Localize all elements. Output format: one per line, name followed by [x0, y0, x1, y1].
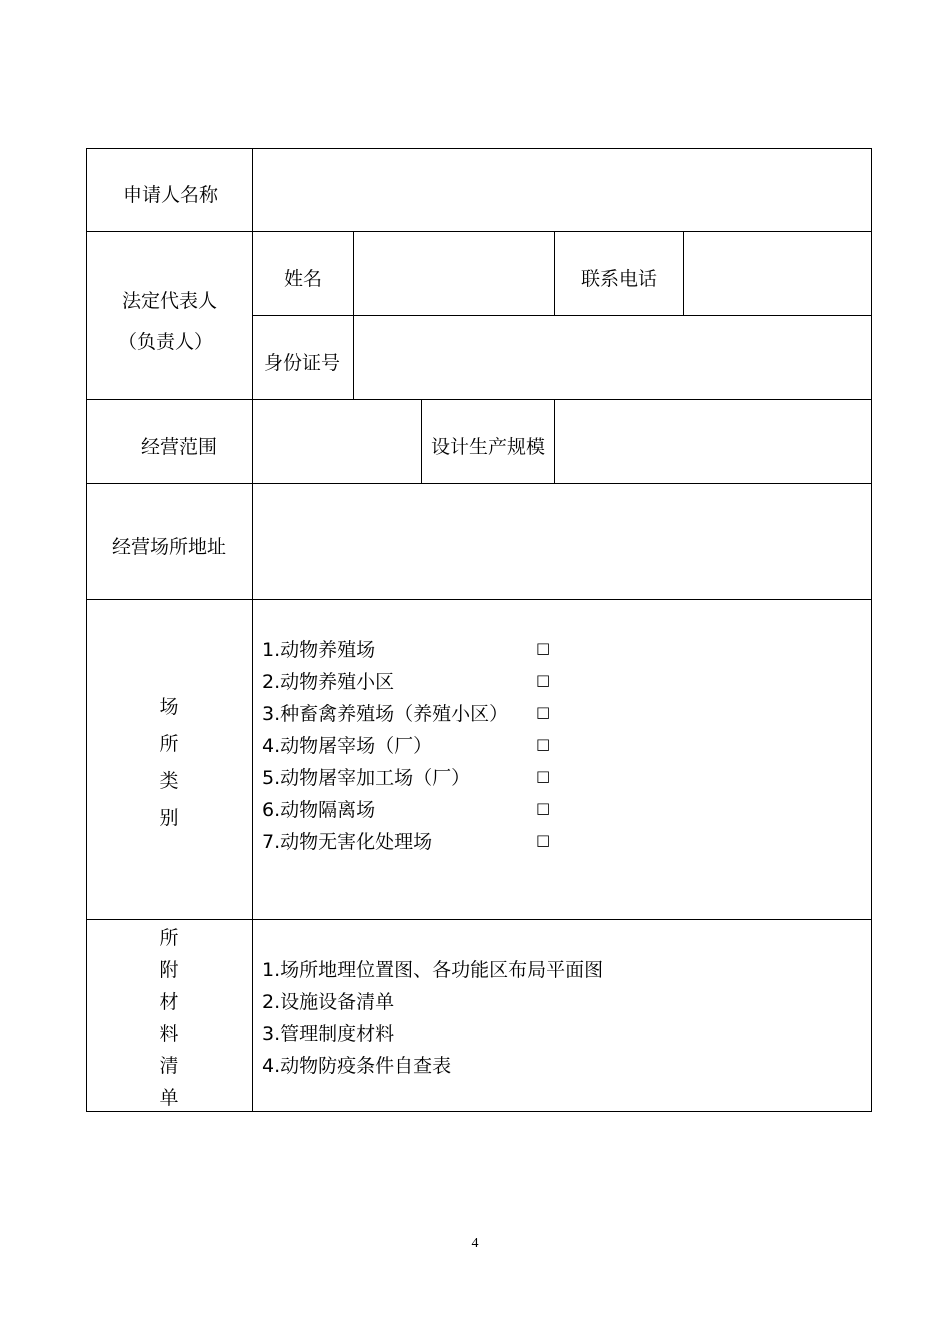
- site-type-char: 类: [159, 770, 179, 792]
- address-label: 经营场所地址: [112, 536, 227, 558]
- row-divider: [86, 919, 872, 920]
- site-type-checkbox[interactable]: □: [536, 831, 551, 849]
- site-type-char: 别: [159, 807, 179, 829]
- attachment-item: 1.场所地理位置图、各功能区布局平面图: [262, 959, 604, 981]
- site-type-option: 6.动物隔离场: [262, 799, 376, 821]
- attachments-char: 料: [159, 1023, 179, 1045]
- site-type-option: 3.种畜禽养殖场（养殖小区）: [262, 703, 509, 725]
- design-scale-field[interactable]: [555, 400, 871, 483]
- attachments-char: 单: [159, 1087, 179, 1109]
- attachments-char: 材: [159, 991, 179, 1013]
- site-type-checkbox[interactable]: □: [536, 767, 551, 785]
- site-type-checkbox[interactable]: □: [536, 799, 551, 817]
- column-divider: [421, 399, 422, 483]
- applicant-name-field[interactable]: [253, 149, 871, 231]
- site-type-option: 5.动物屠宰加工场（厂）: [262, 767, 471, 789]
- row-divider: [86, 599, 872, 600]
- column-divider: [252, 148, 253, 1112]
- table-border-left: [86, 148, 87, 1112]
- attachments-char: 清: [159, 1055, 179, 1077]
- phone-label: 联系电话: [581, 268, 658, 290]
- name-field[interactable]: [354, 232, 554, 315]
- business-scope-label: 经营范围: [141, 436, 218, 458]
- name-label: 姓名: [284, 268, 323, 290]
- site-type-checkbox[interactable]: □: [536, 735, 551, 753]
- legal-rep-label: 法定代表人: [122, 290, 218, 312]
- site-type-checkbox[interactable]: □: [536, 703, 551, 721]
- site-type-option: 2.动物养殖小区: [262, 671, 395, 693]
- design-scale-label: 设计生产规模: [431, 436, 546, 458]
- site-type-option: 1.动物养殖场: [262, 639, 376, 661]
- table-border-bottom: [86, 1111, 872, 1112]
- attachment-item: 3.管理制度材料: [262, 1023, 395, 1045]
- id-number-label: 身份证号: [264, 352, 341, 374]
- page-number: 4: [471, 1236, 479, 1251]
- business-scope-field[interactable]: [253, 400, 421, 483]
- site-type-option: 4.动物屠宰场（厂）: [262, 735, 433, 757]
- site-type-option: 7.动物无害化处理场: [262, 831, 433, 853]
- attachment-item: 4.动物防疫条件自查表: [262, 1055, 452, 1077]
- column-divider: [554, 231, 555, 315]
- table-border-right: [871, 148, 872, 1112]
- legal-rep-sublabel: （负责人）: [118, 331, 214, 353]
- address-field[interactable]: [253, 484, 871, 599]
- site-type-char: 场: [159, 696, 179, 718]
- id-number-field[interactable]: [354, 316, 871, 399]
- site-type-char: 所: [159, 733, 179, 755]
- site-type-checkbox[interactable]: □: [536, 639, 551, 657]
- attachments-char: 附: [159, 959, 179, 981]
- site-type-checkbox[interactable]: □: [536, 671, 551, 689]
- attachments-char: 所: [159, 927, 179, 949]
- applicant-name-label: 申请人名称: [123, 184, 219, 206]
- attachment-item: 2.设施设备清单: [262, 991, 395, 1013]
- phone-field[interactable]: [684, 232, 871, 315]
